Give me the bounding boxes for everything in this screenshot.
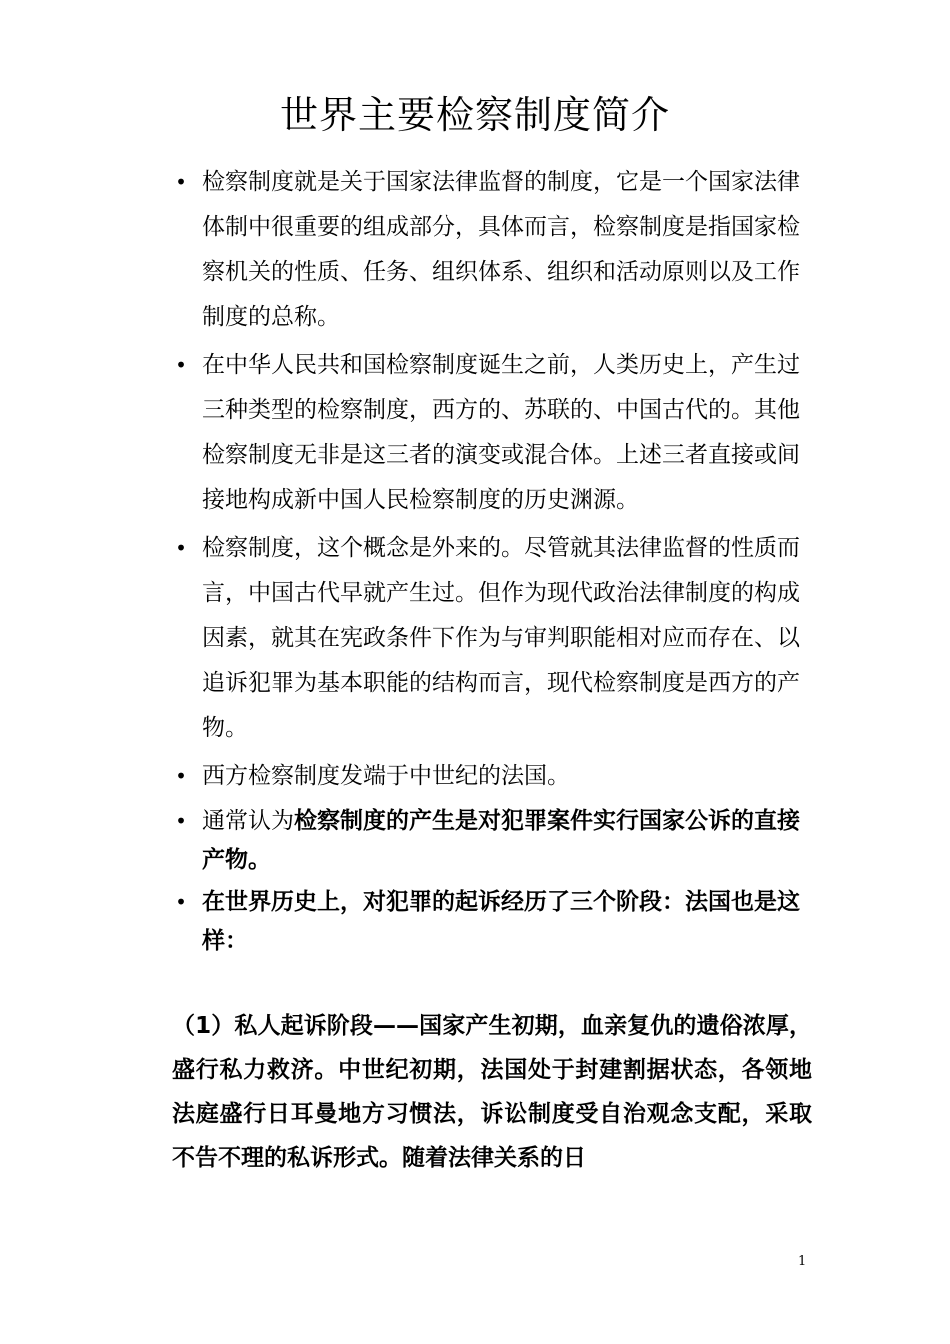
bullet-text: 在中华人民共和国检察制度诞生之前，人类历史上，产生过三种类型的检察制度，西方的、苏联的、中国古代的。其他检察制度无非是这三者的演变或混合体。上述三者直接或间接地构成新中国人民检察制度的历史渊源。 bbox=[202, 352, 800, 513]
bullet-dot-icon: • bbox=[175, 809, 187, 833]
bullet-item-2 bbox=[172, 343, 812, 523]
bullet-dot-icon: • bbox=[175, 536, 187, 560]
bullet-dot-icon: • bbox=[175, 764, 187, 788]
page-number: 1 bbox=[798, 1254, 807, 1269]
bullet-text: 西方检察制度发端于中世纪的法国。 bbox=[202, 763, 570, 789]
bullet-dot-icon: • bbox=[175, 353, 187, 377]
bullet-item-5 bbox=[172, 802, 812, 880]
bullet-bold-text: 在世界历史上，对犯罪的起诉经历了三个阶段：法国也是这样： bbox=[202, 889, 800, 954]
bullet-dot-icon: • bbox=[175, 890, 187, 914]
bullet-item-3 bbox=[172, 526, 812, 751]
bullet-bold-text: 检察制度的产生是对犯罪案件实行国家公诉的直接产物。 bbox=[202, 808, 800, 873]
bullet-text: 检察制度就是关于国家法律监督的制度，它是一个国家法律体制中很重要的组成部分，具体而言，检察制度是指国家检察机关的性质、任务、组织体系、组织和活动原则以及工作制度的总称。 bbox=[202, 169, 800, 330]
bullet-dot-icon: • bbox=[175, 170, 187, 194]
bullet-item-6 bbox=[172, 883, 812, 961]
bullet-list bbox=[172, 160, 812, 961]
bullet-item-1 bbox=[172, 160, 812, 340]
document-title: 世界主要检察制度简介 bbox=[279, 93, 670, 137]
bullet-text: 通常认为 bbox=[202, 808, 294, 834]
bullet-item-4 bbox=[172, 754, 812, 799]
bullet-text: 检察制度，这个概念是外来的。尽管就其法律监督的性质而言，中国古代早就产生过。但作为现代政治法律制度的构成因素，就其在宪政条件下作为与审判职能相对应而存在、以追诉犯罪为基本职能的结构而言，现代检察制度是西方的产物。 bbox=[202, 535, 800, 741]
body-paragraph: （1）私人起诉阶段——国家产生初期，血亲复仇的遗俗浓厚，盛行私力救济。中世纪初期，法国处于封建割据状态，各领地法庭盛行日耳曼地方习惯法，诉讼制度受自治观念支配，采取不告不理的私诉形式。随着法律关系的日 bbox=[172, 1013, 812, 1171]
